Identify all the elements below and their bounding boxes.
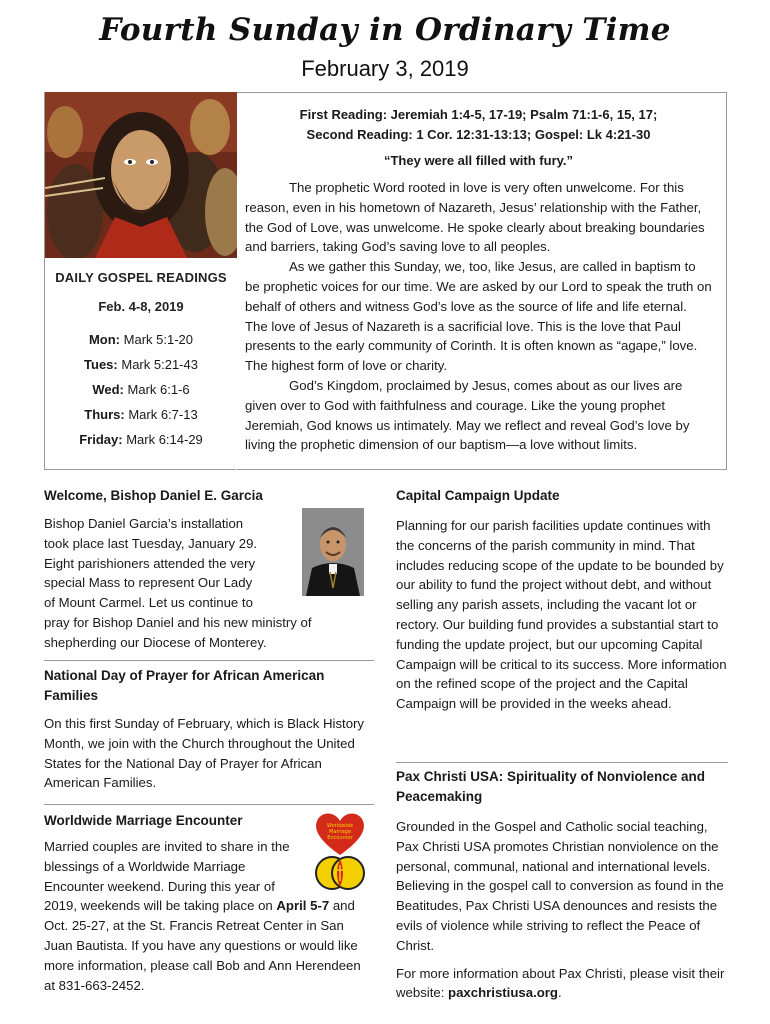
reflection-text [245, 178, 712, 455]
scripture-line: First Reading: Jeremiah 1:4-5, 17-19; Psalm 71:1-6, 15, 17; [299, 107, 658, 122]
marriage-article [44, 811, 374, 995]
reading-item: Thurs: Mark 6:7-13 [84, 407, 198, 422]
marriage-encounter-logo [310, 811, 370, 899]
page-title: Fourth Sunday in Ordinary Time [99, 12, 671, 48]
prayer-day-body: On this first Sunday of February, which is Black History Month, we join with the Church throughout the United States for the National Day of Prayer for African American Families. [44, 716, 365, 791]
pax-christi-more-info: For more information about Pax Christi, please visit their website: paxchristiusa.org. [396, 965, 725, 1001]
bishop-photo [302, 508, 364, 596]
pax-christi-website-link[interactable]: paxchristiusa.org [448, 985, 558, 1001]
daily-readings-dates: Feb. 4-8, 2019 [98, 299, 184, 314]
pax-christi-article [396, 767, 728, 1003]
reading-item: Friday: Mark 6:14-29 [79, 432, 203, 447]
campaign-article [396, 486, 728, 714]
marriage-heading: Worldwide Marriage Encounter [44, 813, 243, 828]
jesus-painting-image [45, 92, 237, 258]
bishop-body: Bishop Daniel Garcia’s installation took place last Tuesday, January 29. Eight parishioners attended the very special Mass to represent Our Lady of Mount Carmel. Let us continue to pray for Bishop Daniel and his new ministry of shepherding our Diocese of Monterey. [44, 516, 312, 650]
pax-christi-body: Grounded in the Gospel and Catholic social teaching, Pax Christi USA promotes Christian nonviolence on the personal, communal, national and international levels. Believing in the gospel call to conversion as found in the Beatitudes, Pax Christi USA denounces and resists the evils of violence while striving to reflect the Peace of Christ. [396, 819, 724, 953]
divider [396, 762, 728, 763]
scripture-readings [245, 105, 712, 145]
reading-item: Wed: Mark 6:1-6 [92, 382, 190, 397]
prayer-day-heading: National Day of Prayer for African American Families [44, 668, 325, 703]
reflection-box [237, 92, 727, 470]
marriage-body: Married couples are invited to share in the blessings of a Worldwide Marriage Encounter weekend. During this year of 2019, weekends will be taking place on April 5-7 and Oct. 25-27, at the St. Francis Retreat Center in San Juan Bautista. If you have any questions or would like more information, please call Bob and Ann Herendeen at 831-663-2452. [44, 839, 361, 993]
reflection-paragraph: As we gather this Sunday, we, too, like Jesus, are called in baptism to be prophetic voices for our time. We are asked by our Lord to speak the truth on behalf of others and witness God’s love as the source of life and life eternal. The love of Jesus of Nazareth is a sacrificial love. This is the love that Paul presents to the early community of Corinth. It is often known as “agape,” love. The highest form of love or charity. [245, 259, 712, 374]
svg-text:Worldwide: Worldwide [326, 823, 354, 829]
daily-readings-box [45, 270, 237, 448]
daily-readings-list [45, 332, 237, 448]
campaign-body: Planning for our parish facilities update continues with the concerns of the parish community in mind. That includes reducing scope of the update to be bounded by our ability to fund the project without debt, and without selling any parish assets, including the vacant lot or rectory. Our building fund provides a substantial start to funding the update project, but our upcoming Capital Campaign will be critical to its success. More information on the refined scope of the project and the Capital Campaign will be provided in the weeks ahead. [396, 518, 727, 712]
daily-readings-title: DAILY GOSPEL READINGS [55, 270, 227, 285]
page-date: February 3, 2019 [301, 56, 469, 81]
reading-item: Mon: Mark 5:1-20 [88, 332, 194, 347]
prayer-day-article [44, 666, 374, 793]
reading-item: Tues: Mark 5:21-43 [84, 357, 198, 372]
pax-christi-heading: Pax Christi USA: Spirituality of Nonviolence and Peacemaking [396, 769, 706, 804]
gospel-quote: “They were all filled with fury.” [383, 153, 574, 168]
svg-text:Encounter: Encounter [327, 835, 353, 841]
bishop-article [44, 486, 374, 656]
svg-text:Marriage: Marriage [328, 829, 352, 835]
reflection-paragraph: God’s Kingdom, proclaimed by Jesus, comes about as our lives are given over to God with faithfulness and courage. Like the young prophet Jeremiah, God knows us intimately. May we reflect and reveal God’s love by living the prophetic dimension of our baptism—a love without limits. [245, 377, 690, 453]
campaign-heading: Capital Campaign Update [396, 488, 560, 503]
scripture-line: Second Reading: 1 Cor. 12:31-13:13; Gospel: Lk 4:21-30 [306, 127, 651, 142]
divider [44, 660, 374, 661]
reflection-paragraph: The prophetic Word rooted in love is very often unwelcome. For this reason, even in his hometown of Nazareth, Jesus’ relationship with the Father, the God of Love, was unwelcome. He spoke clearly about breaking boundaries and barriers, taking God’s saving love to all peoples. [245, 180, 705, 255]
divider [44, 804, 374, 805]
sidebar-daily-readings [44, 92, 236, 470]
bishop-heading: Welcome, Bishop Daniel E. Garcia [44, 488, 263, 503]
